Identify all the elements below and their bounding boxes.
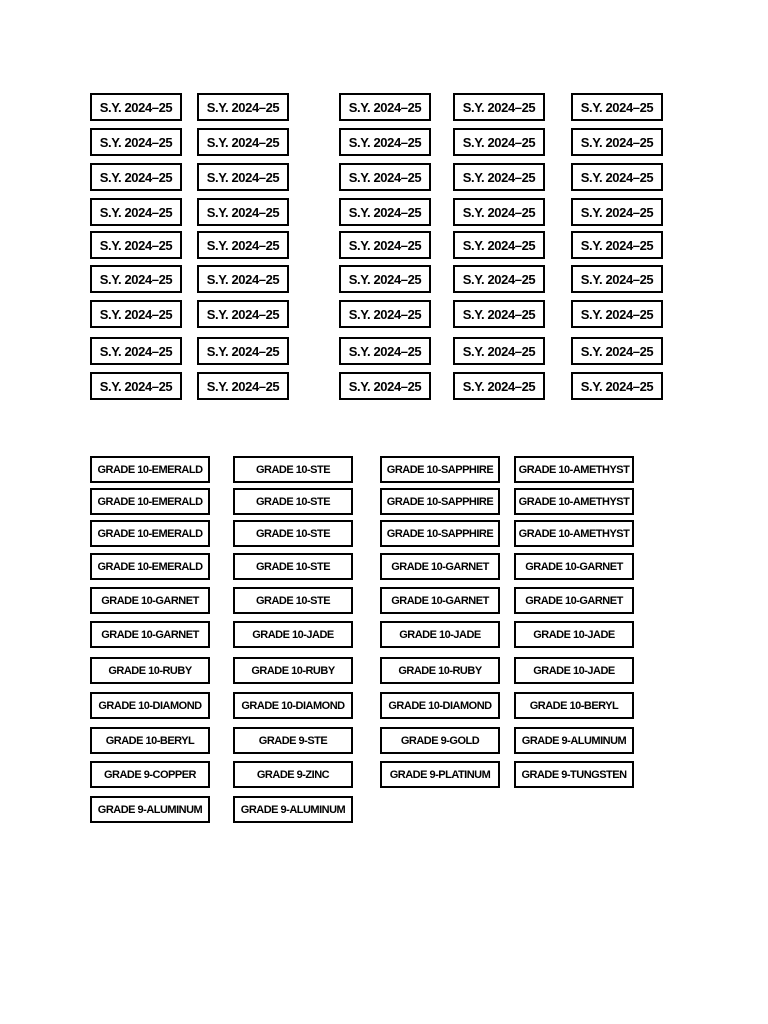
school-year-label: S.Y. 2024–25 bbox=[453, 337, 545, 365]
section-label: GRADE 9-PLATINUM bbox=[380, 761, 500, 788]
section-label: GRADE 9-GOLD bbox=[380, 727, 500, 754]
section-label: GRADE 10-STE bbox=[233, 488, 353, 515]
school-year-label: S.Y. 2024–25 bbox=[339, 265, 431, 293]
section-label: GRADE 10-GARNET bbox=[514, 587, 634, 614]
section-label: GRADE 10-DIAMOND bbox=[233, 692, 353, 719]
section-label: GRADE 10-AMETHYST bbox=[514, 488, 634, 515]
school-year-label: S.Y. 2024–25 bbox=[571, 231, 663, 259]
section-label: GRADE 10-DIAMOND bbox=[90, 692, 210, 719]
section-label: GRADE 10-GARNET bbox=[380, 587, 500, 614]
school-year-label: S.Y. 2024–25 bbox=[90, 372, 182, 400]
section-label: GRADE 10-RUBY bbox=[90, 657, 210, 684]
school-year-label: S.Y. 2024–25 bbox=[453, 163, 545, 191]
section-label: GRADE 10-JADE bbox=[233, 621, 353, 648]
section-label: GRADE 9-ZINC bbox=[233, 761, 353, 788]
section-label: GRADE 10-EMERALD bbox=[90, 456, 210, 483]
section-label: GRADE 9-ALUMINUM bbox=[514, 727, 634, 754]
section-label: GRADE 9-COPPER bbox=[90, 761, 210, 788]
school-year-label: S.Y. 2024–25 bbox=[453, 372, 545, 400]
section-label: GRADE 10-GARNET bbox=[380, 553, 500, 580]
school-year-label: S.Y. 2024–25 bbox=[197, 93, 289, 121]
school-year-label: S.Y. 2024–25 bbox=[571, 93, 663, 121]
school-year-label: S.Y. 2024–25 bbox=[339, 163, 431, 191]
section-label: GRADE 10-STE bbox=[233, 587, 353, 614]
school-year-label: S.Y. 2024–25 bbox=[339, 372, 431, 400]
school-year-label: S.Y. 2024–25 bbox=[197, 163, 289, 191]
school-year-label: S.Y. 2024–25 bbox=[571, 198, 663, 226]
section-label: GRADE 10-EMERALD bbox=[90, 488, 210, 515]
school-year-label: S.Y. 2024–25 bbox=[571, 265, 663, 293]
school-year-label: S.Y. 2024–25 bbox=[197, 231, 289, 259]
section-label: GRADE 10-GARNET bbox=[90, 621, 210, 648]
school-year-label: S.Y. 2024–25 bbox=[90, 300, 182, 328]
school-year-label: S.Y. 2024–25 bbox=[197, 337, 289, 365]
school-year-label: S.Y. 2024–25 bbox=[197, 300, 289, 328]
section-label: GRADE 10-BERYL bbox=[514, 692, 634, 719]
school-year-label: S.Y. 2024–25 bbox=[197, 372, 289, 400]
school-year-label: S.Y. 2024–25 bbox=[197, 198, 289, 226]
section-label: GRADE 9-ALUMINUM bbox=[233, 796, 353, 823]
school-year-label: S.Y. 2024–25 bbox=[90, 163, 182, 191]
section-label: GRADE 10-SAPPHIRE bbox=[380, 488, 500, 515]
section-label: GRADE 10-EMERALD bbox=[90, 553, 210, 580]
school-year-label: S.Y. 2024–25 bbox=[339, 128, 431, 156]
school-year-label: S.Y. 2024–25 bbox=[339, 337, 431, 365]
school-year-label: S.Y. 2024–25 bbox=[453, 198, 545, 226]
school-year-label: S.Y. 2024–25 bbox=[571, 300, 663, 328]
school-year-label: S.Y. 2024–25 bbox=[453, 300, 545, 328]
school-year-label: S.Y. 2024–25 bbox=[453, 93, 545, 121]
school-year-label: S.Y. 2024–25 bbox=[571, 163, 663, 191]
section-label: GRADE 10-GARNET bbox=[90, 587, 210, 614]
school-year-label: S.Y. 2024–25 bbox=[571, 372, 663, 400]
section-label: GRADE 10-STE bbox=[233, 456, 353, 483]
section-label: GRADE 10-JADE bbox=[514, 657, 634, 684]
section-label: GRADE 10-DIAMOND bbox=[380, 692, 500, 719]
section-label: GRADE 10-SAPPHIRE bbox=[380, 520, 500, 547]
school-year-label: S.Y. 2024–25 bbox=[453, 231, 545, 259]
school-year-label: S.Y. 2024–25 bbox=[339, 198, 431, 226]
section-label: GRADE 10-JADE bbox=[380, 621, 500, 648]
section-label: GRADE 10-AMETHYST bbox=[514, 520, 634, 547]
section-label: GRADE 10-JADE bbox=[514, 621, 634, 648]
school-year-label: S.Y. 2024–25 bbox=[90, 337, 182, 365]
school-year-label: S.Y. 2024–25 bbox=[453, 265, 545, 293]
section-label: GRADE 10-GARNET bbox=[514, 553, 634, 580]
school-year-label: S.Y. 2024–25 bbox=[571, 337, 663, 365]
school-year-label: S.Y. 2024–25 bbox=[339, 93, 431, 121]
school-year-label: S.Y. 2024–25 bbox=[197, 265, 289, 293]
section-label: GRADE 10-EMERALD bbox=[90, 520, 210, 547]
section-label: GRADE 10-SAPPHIRE bbox=[380, 456, 500, 483]
section-label: GRADE 9-TUNGSTEN bbox=[514, 761, 634, 788]
school-year-label: S.Y. 2024–25 bbox=[197, 128, 289, 156]
school-year-label: S.Y. 2024–25 bbox=[90, 198, 182, 226]
school-year-label: S.Y. 2024–25 bbox=[90, 265, 182, 293]
school-year-label: S.Y. 2024–25 bbox=[339, 231, 431, 259]
school-year-label: S.Y. 2024–25 bbox=[453, 128, 545, 156]
section-label: GRADE 10-BERYL bbox=[90, 727, 210, 754]
section-label: GRADE 10-RUBY bbox=[380, 657, 500, 684]
school-year-label: S.Y. 2024–25 bbox=[90, 93, 182, 121]
section-label: GRADE 9-ALUMINUM bbox=[90, 796, 210, 823]
school-year-label: S.Y. 2024–25 bbox=[90, 128, 182, 156]
school-year-label: S.Y. 2024–25 bbox=[571, 128, 663, 156]
school-year-label: S.Y. 2024–25 bbox=[90, 231, 182, 259]
section-label: GRADE 10-RUBY bbox=[233, 657, 353, 684]
section-label: GRADE 10-AMETHYST bbox=[514, 456, 634, 483]
section-label: GRADE 10-STE bbox=[233, 553, 353, 580]
section-label: GRADE 10-STE bbox=[233, 520, 353, 547]
school-year-label: S.Y. 2024–25 bbox=[339, 300, 431, 328]
section-label: GRADE 9-STE bbox=[233, 727, 353, 754]
